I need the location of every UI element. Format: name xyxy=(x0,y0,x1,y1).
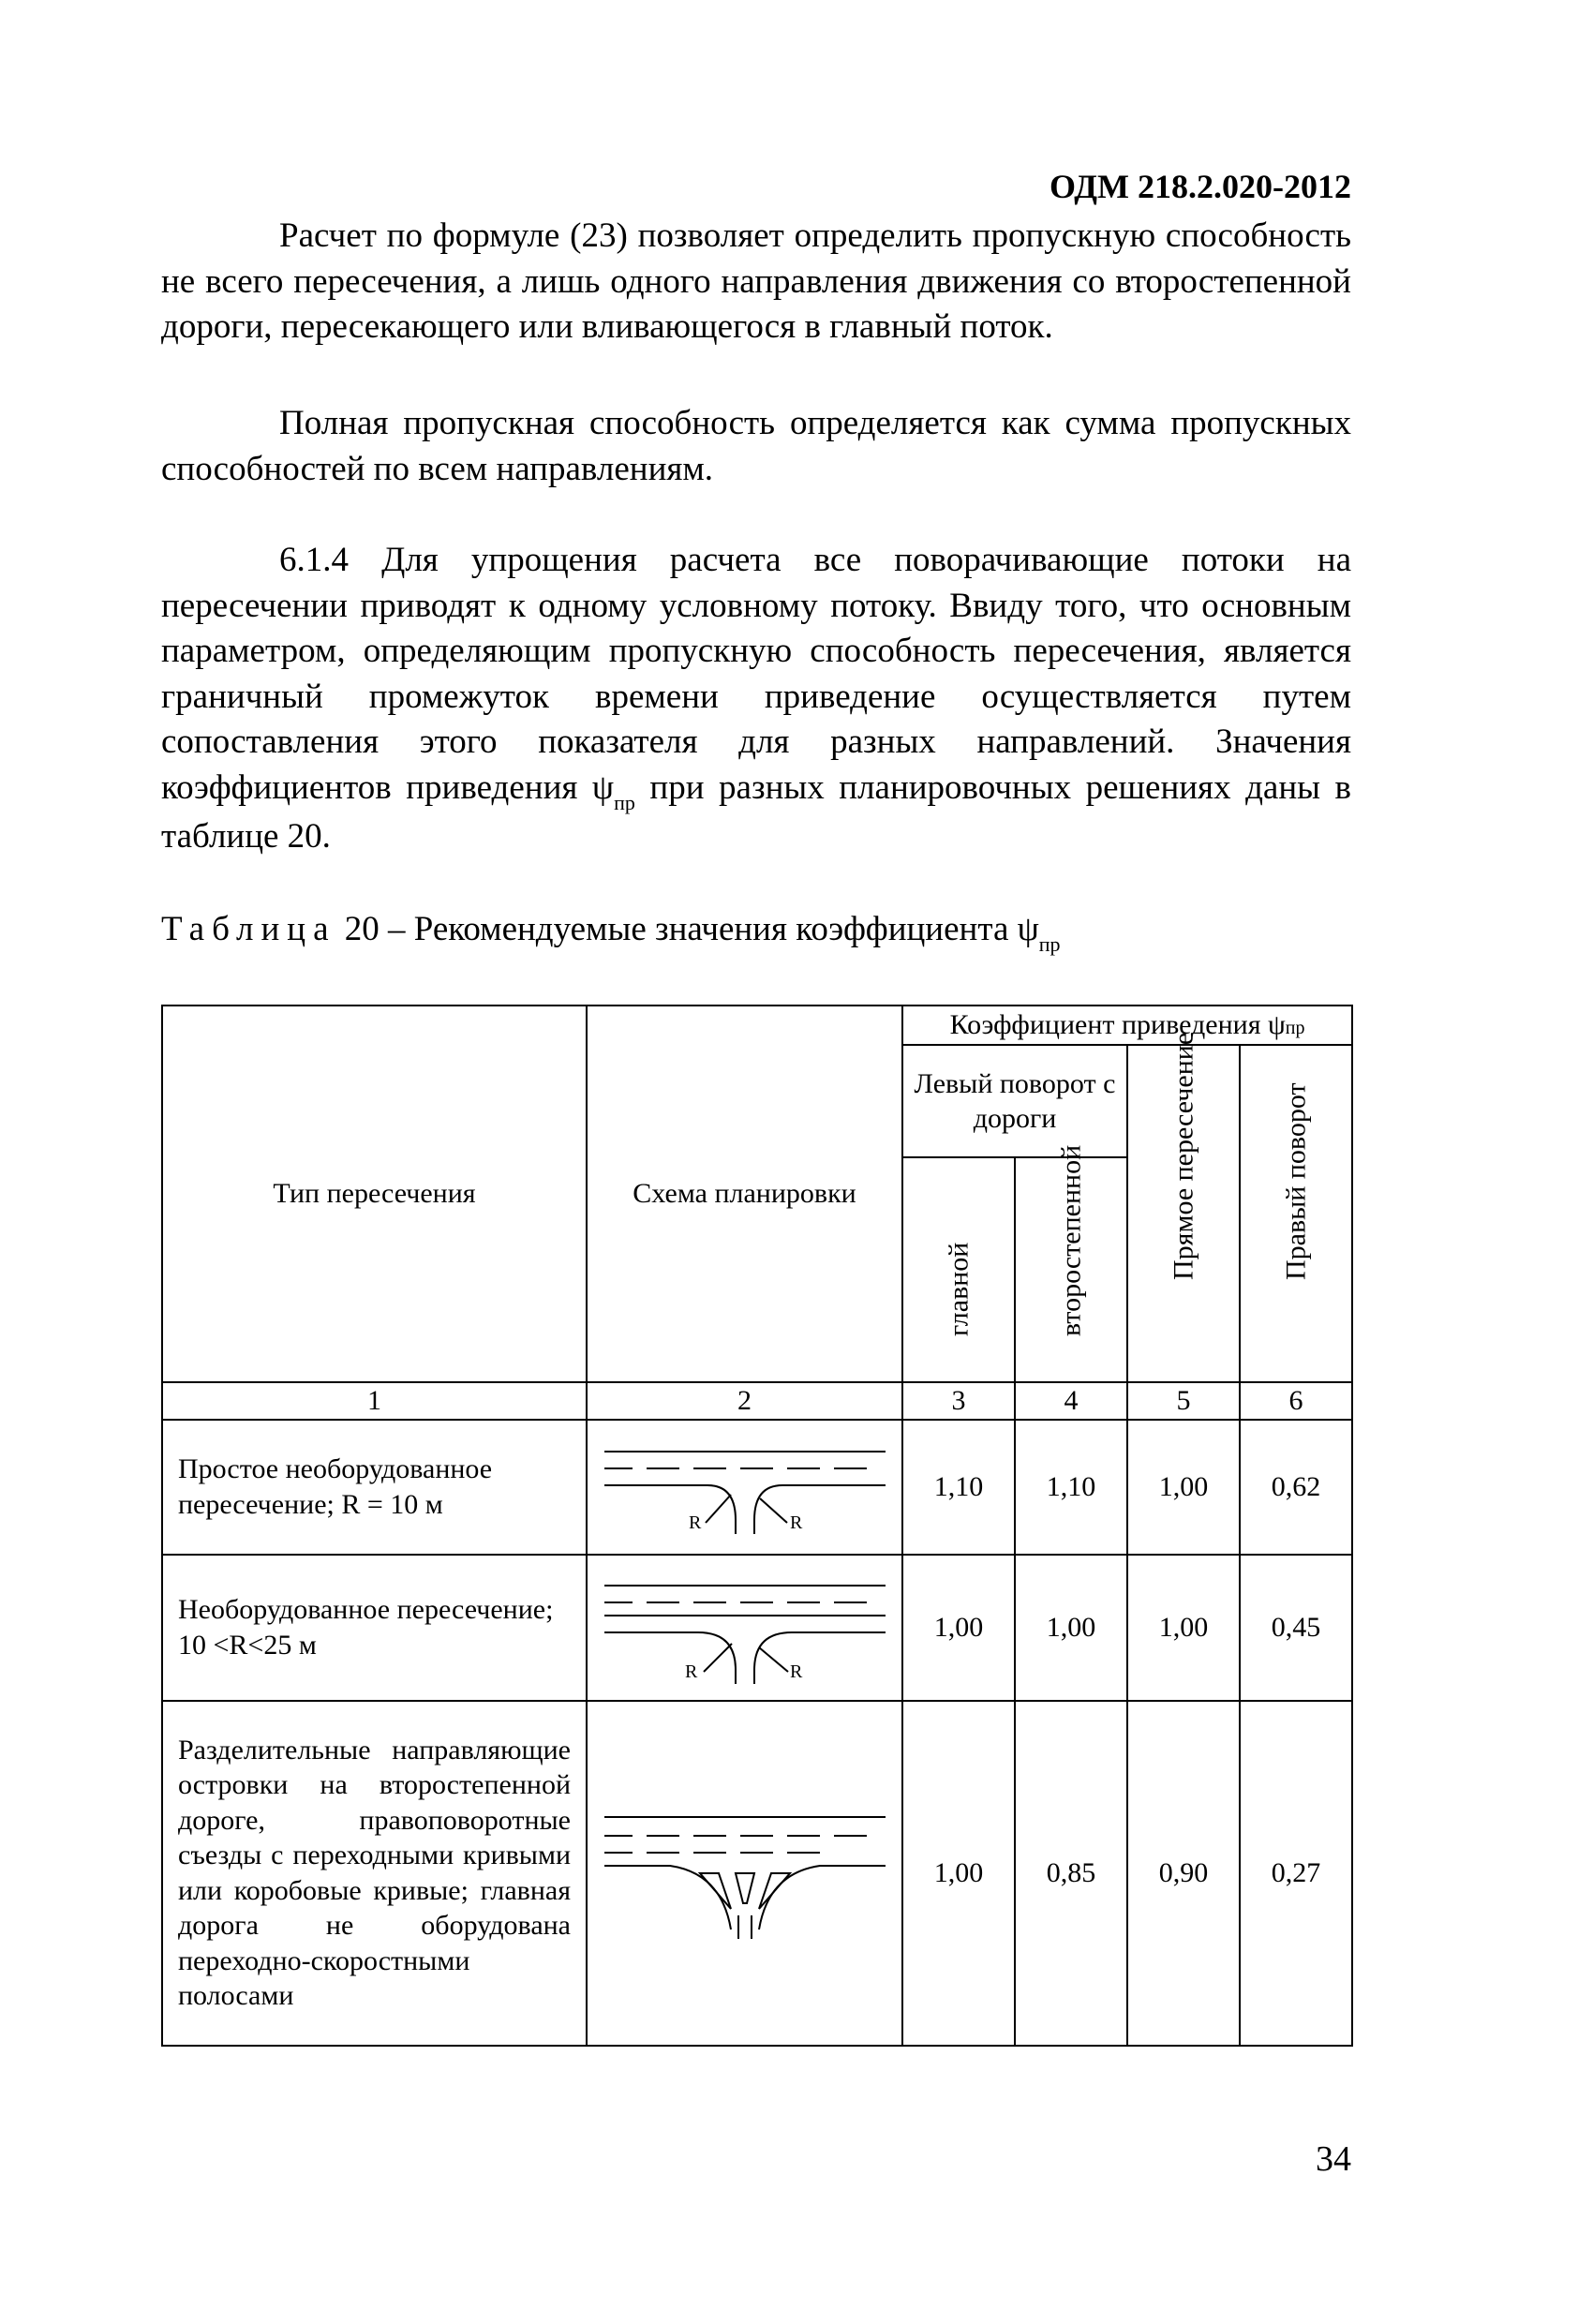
intersection-scheme-icon xyxy=(595,1567,895,1689)
paragraph-text-main: 6.1.4 Для упрощения расчета все поворачивающие потоки на пересечении приводят к одному условному потоку. Ввиду того, что основным параметром, определяющим пропускную способность пересечения, является граничный промежуток времени приведение осуществляется путем сопоставления этого показателя для разных направлений. Значения коэффициентов приведения ψ xyxy=(161,541,1351,807)
paragraph-text: Расчет по формуле (23) позволяет определить пропускную способность не всего пересечения, а лишь одного направления движения со второстепенной дороги, пересекающего или вливающегося в главный поток. xyxy=(161,216,1351,346)
paragraph-total-capacity xyxy=(161,401,1351,492)
column-number: 5 xyxy=(1127,1382,1240,1420)
header-coefficient-label: Коэффициент приведения ψ xyxy=(949,1009,1286,1041)
table-caption-prefix: Таблица xyxy=(161,910,336,948)
radius-label-right: R xyxy=(789,1661,802,1682)
column-number: 2 xyxy=(587,1382,902,1420)
value-secondary-left: 1,00 xyxy=(1015,1555,1127,1701)
paragraph-text: Полная пропускная способность определяется как сумма пропускных способностей по всем направлениям. xyxy=(161,404,1351,488)
radius-label-left: R xyxy=(688,1512,701,1533)
table-row xyxy=(162,1555,1352,1701)
paragraph-text-tail: при разных планировочных решениях даны в таблице 20. xyxy=(161,767,1352,856)
header-main-road-label: главной xyxy=(943,1242,975,1336)
column-number: 4 xyxy=(1015,1382,1127,1420)
row-type: Простое необорудованное пересечение; R = 10 м xyxy=(162,1420,587,1555)
page-number: 34 xyxy=(1316,2139,1351,2179)
row-type-text: Разделительные направляющие островки на второстепенной дороге, правоповоротные съезды с переходными кривыми или коробовые кривые; главная дорога не оборудована переходно-скоростными полосами xyxy=(178,1734,571,2011)
intersection-scheme-icon xyxy=(595,1798,895,1948)
table-caption-subscript: пр xyxy=(1038,932,1061,956)
header-right-turn-label: Правый поворот xyxy=(1280,1081,1312,1280)
psi-subscript: пр xyxy=(614,790,635,814)
paragraph-6-1-4 xyxy=(161,538,1351,860)
column-number: 3 xyxy=(902,1382,1015,1420)
paragraph-formula-23 xyxy=(161,214,1351,350)
scheme-simple-intersection xyxy=(587,1420,902,1555)
value-main-left: 1,00 xyxy=(902,1701,1015,2046)
row-type: Необорудованное пересечение; 10 <R<25 м xyxy=(162,1555,587,1701)
header-left-turn: Левый поворот с дороги xyxy=(902,1045,1127,1157)
header-straight-label: Прямое пересечение xyxy=(1168,1032,1199,1280)
header-secondary-road-label: второстепенной xyxy=(1055,1144,1087,1336)
column-number: 6 xyxy=(1240,1382,1352,1420)
scheme-unequipped-intersection xyxy=(587,1555,902,1701)
table-caption xyxy=(161,907,1351,956)
value-right-turn: 0,45 xyxy=(1240,1555,1352,1701)
radius-label-right: R xyxy=(789,1512,802,1533)
value-main-left: 1,10 xyxy=(902,1420,1015,1555)
row-type xyxy=(162,1701,587,2046)
header-scheme: Схема планировки xyxy=(587,1006,902,1382)
table-row xyxy=(162,1701,1352,2046)
value-straight: 1,00 xyxy=(1127,1420,1240,1555)
header-type: Тип пересечения xyxy=(162,1006,587,1382)
table-row xyxy=(162,1420,1352,1555)
value-main-left: 1,00 xyxy=(902,1555,1015,1701)
header-coefficient-group xyxy=(902,1006,1352,1045)
value-secondary-left: 1,10 xyxy=(1015,1420,1127,1555)
value-secondary-left: 0,85 xyxy=(1015,1701,1127,2046)
header-main-road xyxy=(902,1157,1015,1382)
value-right-turn: 0,62 xyxy=(1240,1420,1352,1555)
document-code: ОДМ 218.2.020-2012 xyxy=(1050,168,1351,205)
value-right-turn: 0,27 xyxy=(1240,1701,1352,2046)
value-straight: 1,00 xyxy=(1127,1555,1240,1701)
header-straight xyxy=(1127,1032,1240,1382)
value-straight: 0,90 xyxy=(1127,1701,1240,2046)
intersection-scheme-icon xyxy=(595,1431,895,1543)
table-caption-title: 20 – Рекомендуемые значения коэффициента ψ xyxy=(335,910,1039,948)
header-right-turn xyxy=(1240,1045,1352,1382)
coefficient-table xyxy=(161,1005,1353,2047)
header-coefficient-subscript: пр xyxy=(1285,1018,1305,1039)
column-number: 1 xyxy=(162,1382,587,1420)
radius-label-left: R xyxy=(684,1661,697,1682)
scheme-channelized-intersection xyxy=(587,1701,902,2046)
paragraph-text xyxy=(161,538,1351,860)
header-secondary-road xyxy=(1015,1144,1127,1382)
